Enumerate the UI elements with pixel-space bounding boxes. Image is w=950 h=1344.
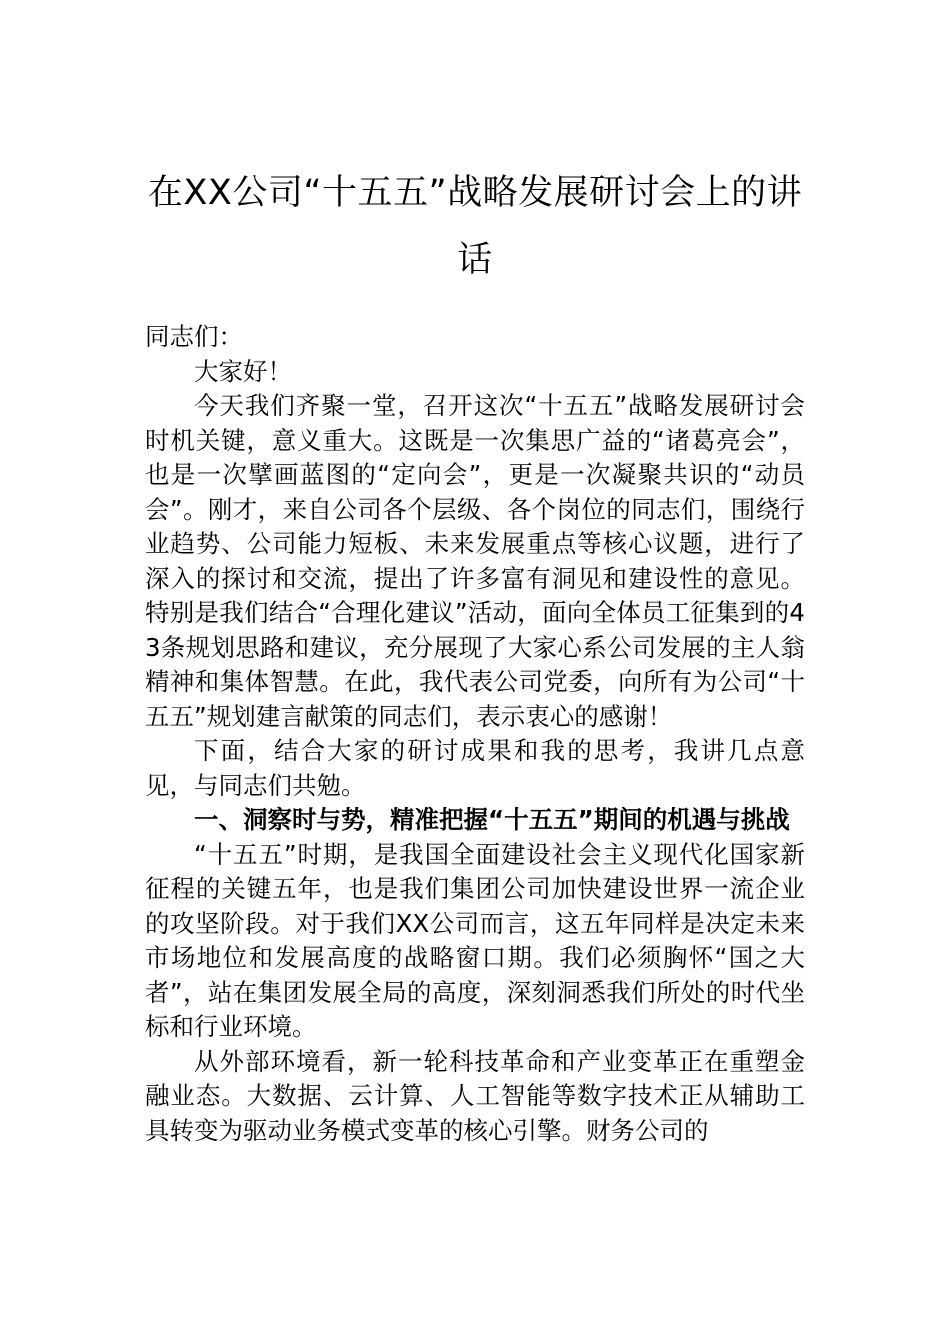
paragraph-opening: 今天我们齐聚一堂，召开这次“十五五”战略发展研讨会时机关键，意义重大。这既是一次集思广益的“诸葛亮会”，也是一次擘画蓝图的“定向会”，更是一次凝聚共识的“动员会”。刚才，来自公司各个层级、各个岗位的同志们，围绕行业趋势、公司能力短板、未来发展重点等核心议题，进行了深入的探讨和交流，提出了许多富有洞见和建设性的意见。特别是我们结合“合理化建议”活动，面向全体员工征集到的43条规划思路和建议，充分展现了大家心系公司发展的主人翁精神和集体智慧。在此，我代表公司党委，向所有为公司“十五五”规划建言献策的同志们，表示衷心的感谢！ [145, 391, 805, 731]
paragraph-section-2: 从外部环境看，新一轮科技革命和产业变革正在重塑金融业态。大数据、云计算、人工智能等数字技术正从辅助工具转变为驱动业务模式变革的核心引擎。财务公司的 [145, 1046, 805, 1145]
paragraph-intro: 下面，结合大家的研讨成果和我的思考，我讲几点意见，与同志们共勉。 [145, 736, 805, 800]
section-heading: 一、洞察时与势，精准把握“十五五”期间的机遇与挑战 [194, 805, 790, 834]
document-body [145, 320, 805, 1148]
greeting: 大家好！ [194, 356, 292, 386]
document-title: 在XX公司“十五五”战略发展研讨会上的讲话 [147, 173, 803, 280]
document-page [145, 160, 805, 1148]
paragraph-section-1: “十五五”时期，是我国全面建设社会主义现代化国家新征程的关键五年，也是我们集团公司加快建设世界一流企业的攻坚阶段。对于我们XX公司而言，这五年同样是决定未来市场地位和发展高度的战略窗口期。我们必须胸怀“国之大者”，站在集团发展全局的高度，深刻洞悉我们所处的时代坐标和行业环境。 [145, 839, 805, 1041]
salutation: 同志们： [145, 322, 243, 351]
